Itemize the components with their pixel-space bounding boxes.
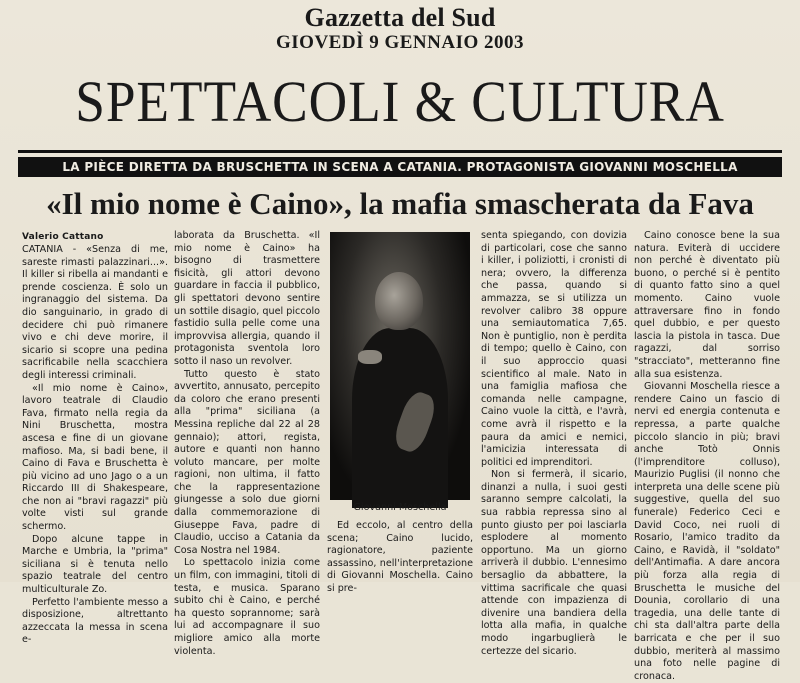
section-rule (18, 150, 782, 153)
kicker-banner: LA PIÈCE DIRETTA DA BRUSCHETTA IN SCENA A CATANIA. PROTAGONISTA GIOVANNI MOSCHELLA (18, 157, 782, 177)
paragraph: Tutto questo è stato avvertito, annusato, percepito da coloro che erano presenti alla "prima" siciliana (a Messina repliche dal 22 al 28 gennaio); attori, regista, autore e quanti non hanno voluto mancare, per molte ragioni, non ultima, il fatto che la rappresentazione giungesse a solo due giorni dalla commemorazione di Giuseppe Fava, padre di Claudio, ucciso a Catania da Cosa Nostra nel 1984. (174, 368, 320, 556)
issue-date: GIOVEDÌ 9 GENNAIO 2003 (276, 32, 524, 53)
article-headline: «Il mio nome è Caino», la mafia smascherata da Fava (46, 186, 754, 221)
article-column-center (327, 520, 473, 594)
article-column-4 (634, 230, 780, 682)
article-column-1 (22, 244, 168, 646)
paragraph: laborata da Bruschetta. «Il mio nome è Caino» ha bisogno di trasmettere fisicità, gli attori devono guardare in faccia il pubblico, gli spettatori devono sentire un sottile disagio, quel piccolo fastidio sulla pelle come una improvvisa allergia, quando il protagonista sventola loro sotto il naso un revolver. (174, 230, 320, 367)
paragraph: Perfetto l'ambiente messo a disposizione, altrettanto azzeccata la messa in scena e- (22, 596, 168, 646)
photo-figure-head (375, 272, 423, 330)
photo-caption: Giovanni Moschella (353, 502, 447, 513)
paragraph: CATANIA - «Senza di me, sareste rimasti palazzinari...». Il killer si ribella ai mandanti e prende coscienza. È solo un ingranaggio del sistema. Da dio sanguinario, in grado di decidere chi può rimanere vivo e chi deve morire, il sicario si scopre una pedina sacrificabile nella scacchiera degli interessi criminali. (22, 244, 168, 381)
article-column-3 (481, 230, 627, 657)
paragraph: Non si fermerà, il sicario, dinanzi a nulla, i suoi gesti saranno sempre calcolati, la sua rabbia repressa sino al punto giusto per poi lasciarla esplodere al momento opportuno. Ma un giorno arriverà il dubbio. L'ennesimo bersaglio da abbattere, la vittima sacrificale che quasi attende con impazienza di divenire una bandiera della lotta alla mafia, in qualche modo ingarbuglierà le certezze del sicario. (481, 469, 627, 657)
section-title: SPETTACOLI & CULTURA (75, 69, 725, 134)
masthead (0, 4, 800, 54)
byline: Valerio Cattano (22, 232, 104, 242)
paragraph: Lo spettacolo inizia come un film, con immagini, titoli di testa, e musica. Sparano subito chi è Caino, e perché ha questo soprannome; sarà lui ad accompagnare il suo migliore amico alla morte violenta. (174, 557, 320, 657)
article-column-2 (174, 230, 320, 657)
actor-photo (330, 232, 470, 500)
photo-figure-hand (358, 350, 382, 364)
paragraph: Giovanni Moschella riesce a rendere Caino un fascio di nervi ed energia contenuta e repressa, a parte qualche piccolo slancio in più; bravi anche Totò Onnis (l'imprenditore colluso), Maurizio Puglisi (il nonno che interpreta una delle scene più suggestive, quella del suo funerale) Federico Ceci e David Coco, nei ruoli di Rosario, l'amico tradito da Caino, e Ravidà, il "soldato" dell'Antimafia. A dare ancora più forza alla regia di Bruschetta le musiche del Dounia, corollario di una tragedia, una delle tante di chi sta dall'altra parte della barricata e che per il suo dubbio, meriterà al massimo una foto nelle pagine di cronaca. (634, 381, 780, 682)
paragraph: «Il mio nome è Caino», lavoro teatrale di Claudio Fava, firmato nella regia da Nini Bruschetta, mostra ascesa e fine di un giovane mafioso. Ma, si badi bene, il Caino di Fava e Bruschetta è più vicino ad uno Jago o a un Riccardo III di Shakespeare, che non ai "bravi ragazzi" più volte visti sul grande schermo. (22, 382, 168, 533)
paragraph: senta spiegando, con dovizia di particolari, cose che sanno i killer, i poliziotti, i cronisti di nera; ovvero, la differenza che passa, quando si ammazza, se si utilizza un revolver calibro 38 oppure una semiautomatica 7,65. Non è puntiglio, non è perdita di tempo; quello è Caino, con il suo approccio quasi scientifico al male. Nato in una famiglia mafiosa che comanda nelle campagne, Caino vuole la città, e l'avrà, come avrà il rispetto e la paura da amici e nemici, l'amicizia interessata di politici ed imprenditori. (481, 230, 627, 468)
paragraph: Dopo alcune tappe in Marche e Umbria, la "prima" siciliana si è tenuta nello spazio teatrale del centro multiculturale Zo. (22, 533, 168, 596)
paragraph: Caino conosce bene la sua natura. Eviterà di uccidere non perché è diventato più buono, o perché si è pentito di quanto fatto sino a quel momento. Caino vuole attraversare fino in fondo quel dubbio, e per questo lascia la pistola in tasca. Due ragazzi, dal sorriso "stracciato", metteranno fine alla sua esistenza. (634, 230, 780, 380)
paragraph: Ed eccolo, al centro della scena; Caino lucido, ragionatore, paziente assassino, nell'interpretazione di Giovanni Moschella. Caino si pre- (327, 520, 473, 594)
newspaper-name: Gazzetta del Sud (304, 3, 496, 32)
